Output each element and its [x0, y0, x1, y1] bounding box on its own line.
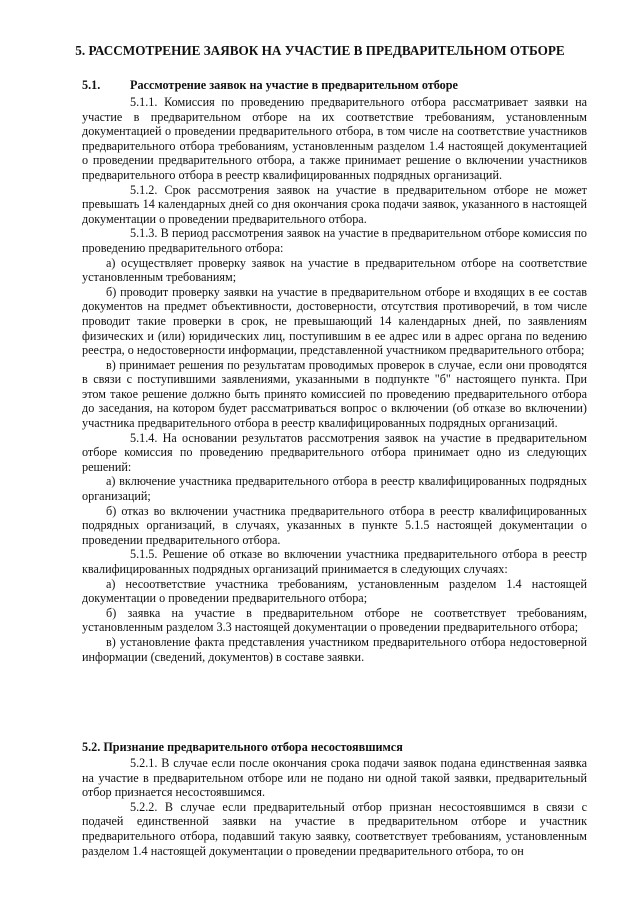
paragraph-text: В период рассмотрения заявок на участие в предварительном отборе комиссия по проведению предварительного отбора:	[82, 226, 588, 255]
paragraph-number: 5.1.4.	[130, 430, 158, 445]
section-5-1-body	[82, 95, 587, 664]
paragraph-number: 5.1.3.	[130, 226, 158, 241]
paragraph-5-1-5	[82, 547, 587, 576]
section-heading-5-1	[82, 78, 582, 93]
list-item-5-1-5-a: а) несоответствие участника требованиям, установленным разделом 1.4 настоящей документации о проведении предварительного отбора;	[82, 576, 587, 606]
paragraph-text: На основании результатов рассмотрения заявок на участие в предварительном отборе комиссия по проведению предварительного отбора принимает одно из следующих решений:	[82, 430, 588, 474]
paragraph-text: В случае если предварительный отбор признан несостоявшимся в связи с подачей единственной заявки на участие в предварительном отборе и участник предварительного отбора, подавший такую заявку, соответствует требованиям, установленным разделом 1.4 настоящей документации о проведении предварительного отбора, то он	[82, 799, 588, 858]
paragraph-text: Решение об отказе во включении участника предварительного отбора в реестр квалифицированных подрядных организаций принимается в следующих случаях:	[82, 547, 588, 576]
paragraph-number: 5.2.2.	[130, 799, 158, 814]
list-item-5-1-4-b: б) отказ во включении участника предварительного отбора в реестр квалифицированных подрядных организаций, в случаях, указанных в пункте 5.1.5 настоящей документации о проведении предварительного отбора.	[82, 503, 587, 547]
paragraph-5-2-1	[82, 756, 587, 800]
paragraph-5-2-2	[82, 800, 587, 858]
paragraph-text: Комиссия по проведению предварительного отбора рассматривает заявки на участие в предварительном отборе на их соответствие требованиям, установленным документацией о проведении предварительного отбора, в том числе на соответствие участников предварительного отбора требованиям, установленным разделом 1.4 настоящей документацией о проведении предварительного отбора, а также принимает решение о включении участников предварительного отбора в реестр квалифицированных подрядных организаций.	[82, 95, 588, 182]
paragraph-5-1-1	[82, 95, 587, 183]
list-item-5-1-3-a: а) осуществляет проверку заявок на участие в предварительном отборе на соответствие установленным требованиям;	[82, 255, 587, 285]
list-item-5-1-4-a: а) включение участника предварительного отбора в реестр квалифицированных подрядных организаций;	[82, 474, 587, 504]
paragraph-text: В случае если после окончания срока подачи заявок подана единственная заявка на участие в предварительном отборе или не подано ни одной такой заявки, предварительный отбор признается несостоявшимся.	[82, 756, 588, 800]
paragraph-number: 5.2.1.	[130, 756, 158, 770]
paragraph-5-1-3	[82, 226, 587, 255]
section-title: Рассмотрение заявок на участие в предварительном отборе	[130, 78, 458, 92]
list-item-5-1-3-c: в) принимает решения по результатам проводимых проверок в случае, если они проводятся в связи с поступившими заявлениями, указанными в подпункте "б" настоящего пункта. При этом такое решение должно быть принято комиссией по проведению предварительного отбора до заседания, на котором будет рассматриваться вопрос о включении (об отказе во включении) участника предварительного отбора в реестр квалифицированных подрядных организаций.	[82, 357, 587, 431]
paragraph-number: 5.1.1.	[130, 95, 158, 109]
paragraph-number: 5.1.5.	[130, 547, 158, 562]
list-item-5-1-5-b: б) заявка на участие в предварительном отборе не соответствует требованиям, установленным разделом 3.3 настоящей документации о проведении предварительного отбора;	[82, 605, 587, 635]
list-item-5-1-5-c: в) установление факта представления участником предварительного отбора недостоверной информации (сведений, документов) в составе заявки.	[82, 634, 587, 664]
paragraph-5-1-2	[82, 183, 587, 227]
list-item-5-1-3-b: б) проводит проверку заявки на участие в предварительном отборе и входящих в ее состав документов на предмет объективности, достоверности, отсутствия противоречий, в том числе проводит такие проверки в срок, не превышающий 14 календарных дней, по заявлениям физических и (или) юридических лиц, поступившим в ее адрес или в адрес органа по ведению реестра, о недостоверности информации, представленной участником предварительного отбора;	[82, 284, 587, 358]
section-number: 5.1.	[82, 78, 101, 92]
section-heading-5-2: 5.2. Признание предварительного отбора несостоявшимся	[82, 740, 403, 754]
section-5-2-body	[82, 756, 587, 858]
paragraph-text: Срок рассмотрения заявок на участие в предварительном отборе не может превышать 14 календарных дней со дня окончания срока подачи заявок, указанного в настоящей документации о проведении предварительного отбора.	[82, 182, 587, 226]
paragraph-5-1-4	[82, 431, 587, 475]
paragraph-number: 5.1.2.	[130, 182, 158, 197]
page-title: 5. РАССМОТРЕНИЕ ЗАЯВОК НА УЧАСТИЕ В ПРЕДВАРИТЕЛЬНОМ ОТБОРЕ	[75, 43, 565, 58]
